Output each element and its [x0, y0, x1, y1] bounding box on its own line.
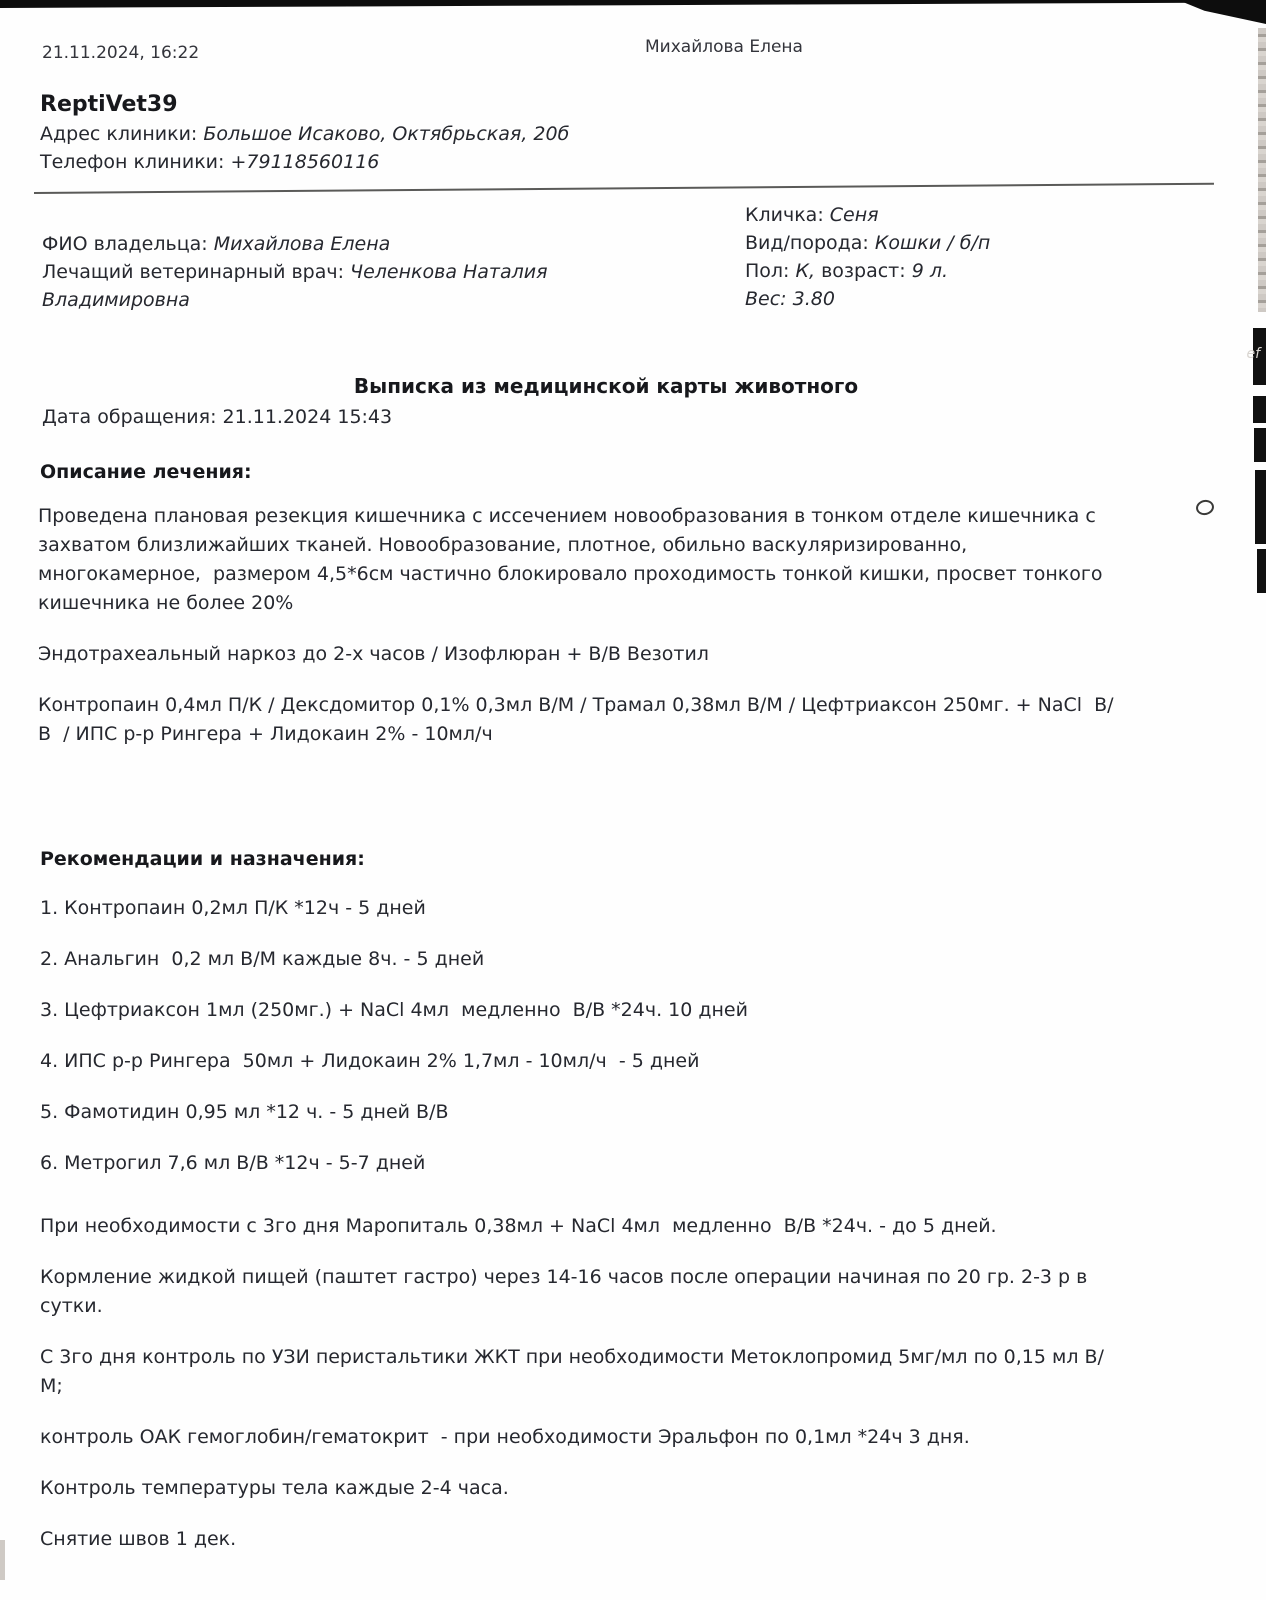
- scan-edge-artifact: [1253, 396, 1266, 423]
- scan-edge-background-text: ef: [1246, 346, 1260, 362]
- note-paragraph: контроль ОАК гемоглобин/гематокрит - при необходимости Эральфон по 0,1мл *24ч 3 дня.: [40, 1426, 970, 1448]
- note-paragraph: С 3го дня контроль по УЗИ перистальтики ЖКТ при необходимости Метоклопромид 5мг/мл по 0,15 мл В/М;: [40, 1346, 1104, 1397]
- vet-value: Челенкова Наталия Владимировна: [42, 261, 548, 311]
- clinic-phone-value: +79118560116: [230, 151, 380, 173]
- pet-info-block: [745, 201, 1215, 313]
- scan-edge-top-bar: [0, 0, 1266, 8]
- visit-date-label: Дата обращения:: [42, 406, 217, 428]
- pet-weight-label: Вес:: [745, 288, 787, 310]
- vet-label: Лечащий ветеринарный врач:: [42, 261, 344, 283]
- recommendation-item: 4. ИПС р-р Рингера 50мл + Лидокаин 2% 1,7мл - 10мл/ч - 5 дней: [40, 1050, 700, 1072]
- treatment-paragraph: Проведена плановая резекция кишечника с иссечением новообразования в тонком отделе кишечника с захватом близлижайших тканей. Новообразование, плотное, обильно васкуляризированно, многокамерное, размером 4,5*6см частично блокировало проходимость тонкой кишки, просвет тонкого кишечника не более 20%: [38, 505, 1109, 614]
- vet-row: [42, 258, 682, 314]
- stray-pen-mark: [1195, 498, 1216, 516]
- owner-info-block: [42, 230, 682, 314]
- clinic-info-block: [40, 90, 940, 176]
- pet-age-value: 9 л.: [911, 260, 948, 282]
- pet-age-label: возраст:: [821, 260, 906, 282]
- pet-sex-age-row: [745, 257, 1215, 285]
- recommendation-item: 6. Метрогил 7,6 мл В/В *12ч - 5-7 дней: [40, 1152, 426, 1174]
- clinic-name: ReptiVet39: [40, 92, 178, 117]
- owner-name-value: Михайлова Елена: [213, 233, 391, 255]
- pet-species-value: Кошки / б/п: [874, 232, 991, 254]
- pet-weight-value: 3.80: [792, 288, 835, 310]
- pet-species-label: Вид/порода:: [745, 232, 869, 254]
- scan-left-edge-mark: [0, 1540, 5, 1580]
- scan-edge-noise-strip: [1258, 28, 1266, 312]
- recommendations-heading: Рекомендации и назначения:: [40, 848, 365, 870]
- pet-nickname-label: Кличка:: [745, 204, 824, 226]
- owner-name-row: [42, 230, 682, 258]
- section-divider-line: [34, 183, 1214, 194]
- treatment-paragraph: Контропаин 0,4мл П/К / Дексдомитор 0,1% 0,3мл В/М / Трамал 0,38мл В/М / Цефтриаксон 250мг. + NaCl В/В / ИПС р-р Рингера + Лидокаин 2% - 10мл/ч: [38, 694, 1114, 745]
- pet-sex-label: Пол:: [745, 260, 790, 282]
- clinic-address-value: Большое Исаково, Октябрьская, 20б: [203, 123, 570, 145]
- pet-nickname-value: Сеня: [829, 204, 879, 226]
- scan-edge-top-corner: [1178, 0, 1266, 24]
- note-paragraph: При необходимости с 3го дня Маропиталь 0,38мл + NaCl 4мл медленно В/В *24ч. - до 5 дней.: [40, 1215, 997, 1237]
- visit-date-row: [42, 403, 1182, 432]
- pet-species-row: [745, 229, 1215, 257]
- pet-sex-value: К,: [795, 260, 816, 282]
- pet-nickname-row: [745, 201, 1215, 229]
- recommendation-item: 1. Контропаин 0,2мл П/К *12ч - 5 дней: [40, 897, 426, 919]
- recommendation-item: 2. Анальгин 0,2 мл В/М каждые 8ч. - 5 дней: [40, 948, 485, 970]
- scan-edge-artifact: [1254, 428, 1266, 462]
- note-paragraph: Снятие швов 1 дек.: [40, 1528, 237, 1550]
- recommendation-item: 5. Фамотидин 0,95 мл *12 ч. - 5 дней В/В: [40, 1101, 449, 1123]
- note-paragraph: Контроль температуры тела каждые 2-4 часа.: [40, 1477, 509, 1499]
- note-paragraph: Кормление жидкой пищей (паштет гастро) через 14-16 часов после операции начиная по 20 гр. 2-3 р в сутки.: [40, 1266, 1094, 1317]
- clinic-address-row: [40, 120, 940, 148]
- clinic-phone-label: Телефон клиники:: [40, 151, 225, 173]
- treatment-description-block: [38, 502, 1123, 771]
- treatment-paragraph: Эндотрахеальный наркоз до 2-х часов / Изофлюран + В/В Везотил: [38, 643, 709, 665]
- print-timestamp: 21.11.2024, 16:22: [42, 43, 200, 63]
- scan-edge-artifact: [1255, 470, 1266, 544]
- recommendations-notes-block: [40, 1212, 1122, 1576]
- clinic-address-label: Адрес клиники:: [40, 123, 198, 145]
- pet-weight-row: [745, 285, 1215, 313]
- clinic-phone-row: [40, 148, 940, 176]
- print-username: Михайлова Елена: [645, 37, 803, 57]
- recommendation-item: 3. Цефтриаксон 1мл (250мг.) + NaCl 4мл медленно В/В *24ч. 10 дней: [40, 999, 748, 1021]
- recommendations-list: [40, 894, 1125, 1200]
- owner-name-label: ФИО владельца:: [42, 233, 208, 255]
- visit-date-value: 21.11.2024 15:43: [222, 406, 393, 428]
- scan-edge-artifact: [1257, 549, 1266, 593]
- document-title: Выписка из медицинской карты животного: [353, 374, 859, 398]
- treatment-heading: Описание лечения:: [40, 461, 252, 483]
